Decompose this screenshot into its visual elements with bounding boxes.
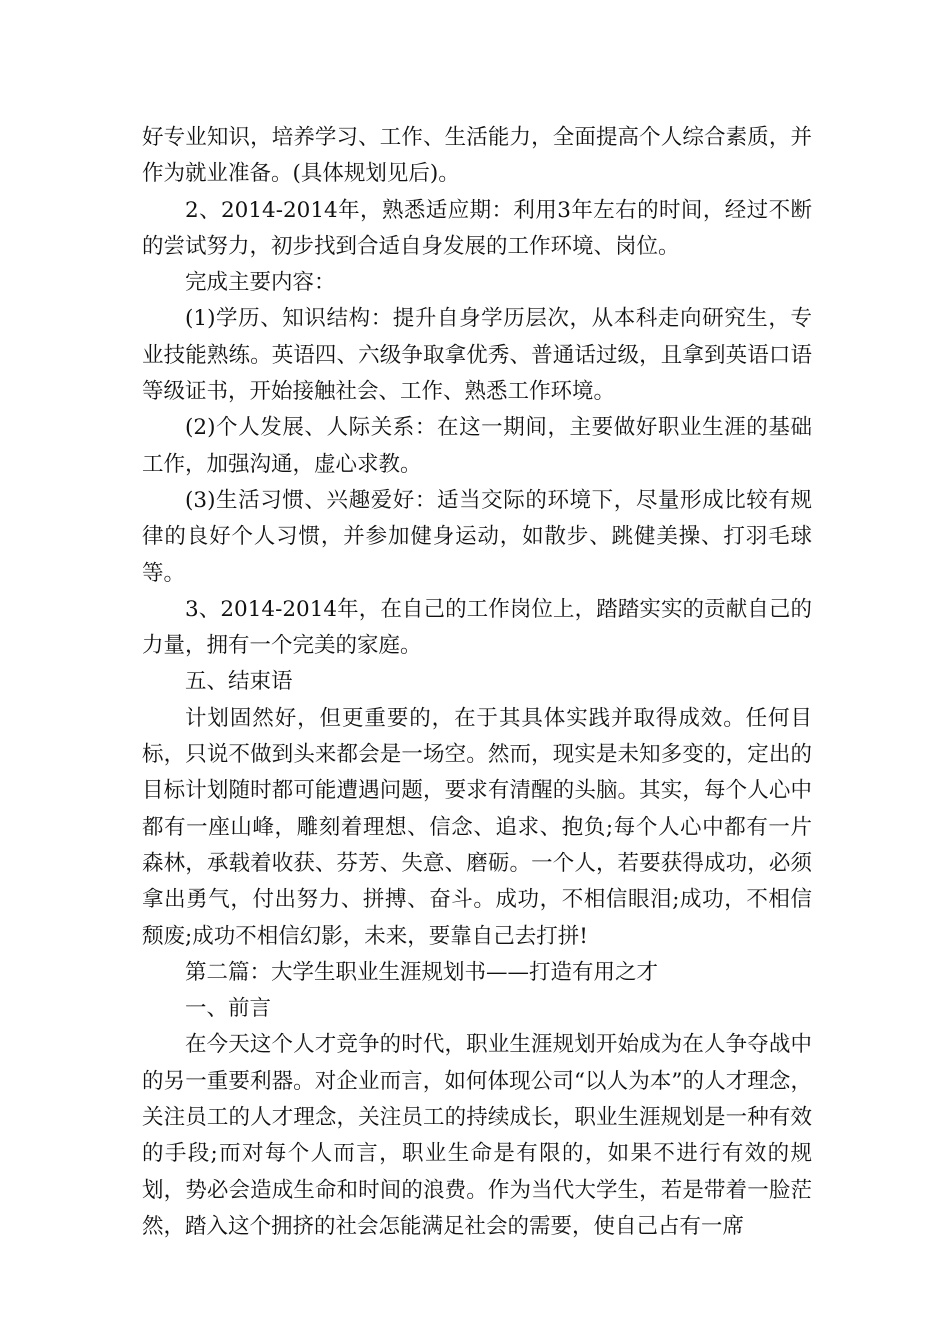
paragraph-3: 完成主要内容：	[185, 270, 336, 296]
paragraph-4: (1)学历、知识结构：提升自身学历层次，从本科走向研究生，专业技能熟练。英语四、六级争取拿优秀、普通话过级，且拿到英语口语等级证书，开始接触社会、工作、熟悉工作环境。	[142, 306, 812, 405]
section-heading-preface: 一、前言	[185, 996, 272, 1022]
paragraph-7: 3、2014-2014年，在自己的工作岗位上，踏踏实实的贡献自己的力量，拥有一个完美的家庭。	[142, 596, 812, 659]
document-page	[142, 120, 812, 1245]
paragraph-5: (2)个人发展、人际关系：在这一期间，主要做好职业生涯的基础工作，加强沟通，虚心求教。	[142, 415, 812, 477]
section-heading-conclusion: 五、结束语	[185, 669, 293, 695]
chapter-heading-part-two: 第二篇：大学生职业生涯规划书——打造有用之才	[185, 959, 659, 985]
paragraph-1: 好专业知识，培养学习、工作、生活能力，全面提高个人综合素质，并作为就业准备。(具体规划见后)。	[142, 125, 812, 187]
paragraph-2: 2、2014-2014年，熟悉适应期：利用3年左右的时间，经过不断的尝试努力，初步找到合适自身发展的工作环境、岗位。	[142, 197, 812, 259]
paragraph-6: (3)生活习惯、兴趣爱好：适当交际的环境下，尽量形成比较有规律的良好个人习惯，并参加健身运动，如散步、跳健美操、打羽毛球等。	[142, 487, 812, 586]
paragraph-12: 在今天这个人才竞争的时代，职业生涯规划开始成为在人争夺战中的另一重要利器。对企业而言，如何体现公司“以人为本”的人才理念，关注员工的人才理念，关注员工的持续成长，职业生涯规划是一种有效的手段;而对每个人而言，职业生命是有限的，如果不进行有效的规划，势必会造成生命和时间的浪费。作为当代大学生，若是带着一脸茫然，踏入这个拥挤的社会怎能满足社会的需要，使自己占有一席	[142, 1032, 812, 1239]
paragraph-9: 计划固然好，但更重要的，在于其具体实践并取得成效。任何目标，只说不做到头来都会是一场空。然而，现实是未知多变的，定出的目标计划随时都可能遭遇问题，要求有清醒的头脑。其实，每个人心中都有一座山峰，雕刻着理想、信念、追求、抱负;每个人心中都有一片森林，承载着收获、芬芳、失意、磨砺。一个人，若要获得成功，必须拿出勇气，付出努力、拼搏、奋斗。成功，不相信眼泪;成功，不相信颓废;成功不相信幻影，未来，要靠自己去打拼!	[142, 705, 812, 949]
